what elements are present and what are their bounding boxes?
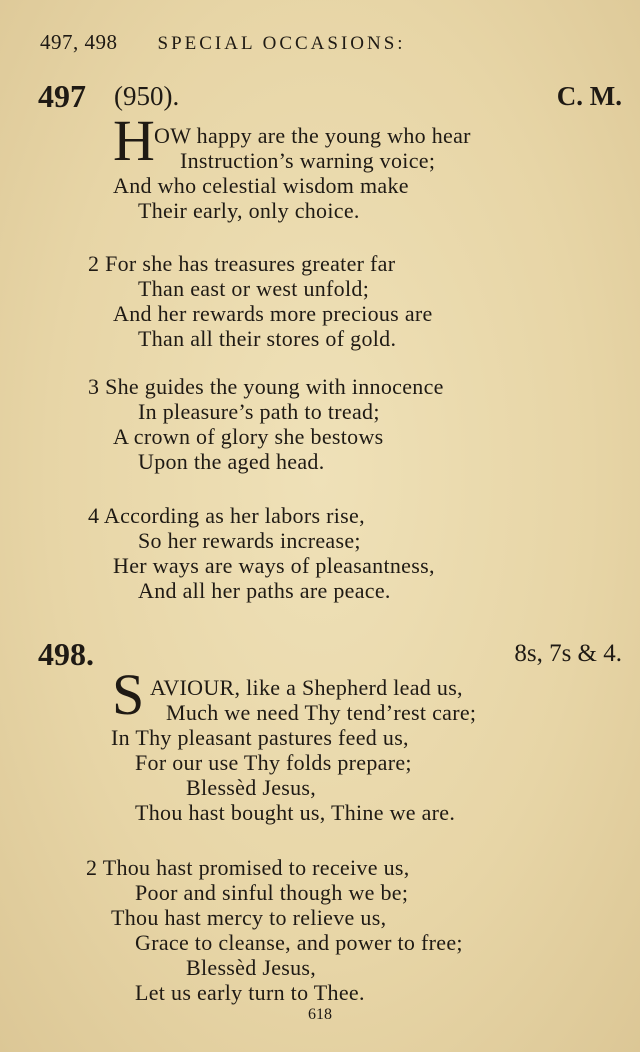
drop-cap: S bbox=[112, 662, 145, 727]
verse-line: Much we need Thy tend’rest care; bbox=[166, 700, 477, 725]
drop-cap: H bbox=[113, 108, 155, 173]
hymn-meter: C. M. bbox=[556, 81, 622, 111]
verse-line: Upon the aged head. bbox=[138, 449, 325, 474]
hymn-alt-number: (950). bbox=[114, 81, 180, 111]
verse-line: Their early, only choice. bbox=[138, 198, 360, 223]
verse-line: Instruction’s warning voice; bbox=[180, 148, 436, 173]
running-head-numbers: 497, 498 bbox=[40, 30, 118, 54]
verse-line: And who celestial wisdom make bbox=[113, 173, 409, 198]
verse-line: Let us early turn to Thee. bbox=[135, 980, 365, 1005]
verse-line: OW happy are the young who hear bbox=[154, 123, 471, 148]
verse-line: Than east or west unfold; bbox=[138, 276, 370, 301]
running-head-title: SPECIAL OCCASIONS: bbox=[157, 33, 406, 54]
verse-line: Blessèd Jesus, bbox=[186, 775, 317, 800]
verse-line: 2 For she has treasures greater far bbox=[88, 251, 396, 276]
verse-line: Than all their stores of gold. bbox=[138, 326, 397, 351]
verse-line: So her rewards increase; bbox=[138, 528, 361, 553]
hymn-meter: 8s, 7s & 4. bbox=[514, 640, 622, 667]
verse-line: Grace to cleanse, and power to free; bbox=[135, 930, 463, 955]
verse-line: Thou hast bought us, Thine we are. bbox=[135, 800, 456, 825]
verse-line: AVIOUR, like a Shepherd lead us, bbox=[150, 675, 463, 700]
verse-line: In Thy pleasant pastures feed us, bbox=[111, 725, 409, 750]
verse-line: Poor and sinful though we be; bbox=[135, 880, 409, 905]
hymn-number: 498. bbox=[38, 636, 94, 672]
verse-line: 4 According as her labors rise, bbox=[88, 503, 365, 528]
verse-line: 2 Thou hast promised to receive us, bbox=[86, 855, 410, 880]
verse-line: Her ways are ways of pleasantness, bbox=[113, 553, 435, 578]
verse-line: 3 She guides the young with innocence bbox=[88, 374, 444, 399]
verse-line: Blessèd Jesus, bbox=[186, 955, 317, 980]
verse-line: A crown of glory she bestows bbox=[113, 424, 384, 449]
page-number: 618 bbox=[308, 1006, 332, 1023]
verse-line: Thou hast mercy to relieve us, bbox=[111, 905, 387, 930]
verse-line: For our use Thy folds prepare; bbox=[135, 750, 412, 775]
verse-line: And all her paths are peace. bbox=[138, 578, 391, 603]
verse-line: In pleasure’s path to tread; bbox=[138, 399, 380, 424]
hymn-number: 497 bbox=[38, 78, 86, 114]
running-head bbox=[40, 30, 406, 55]
verse-line: And her rewards more precious are bbox=[113, 301, 433, 326]
